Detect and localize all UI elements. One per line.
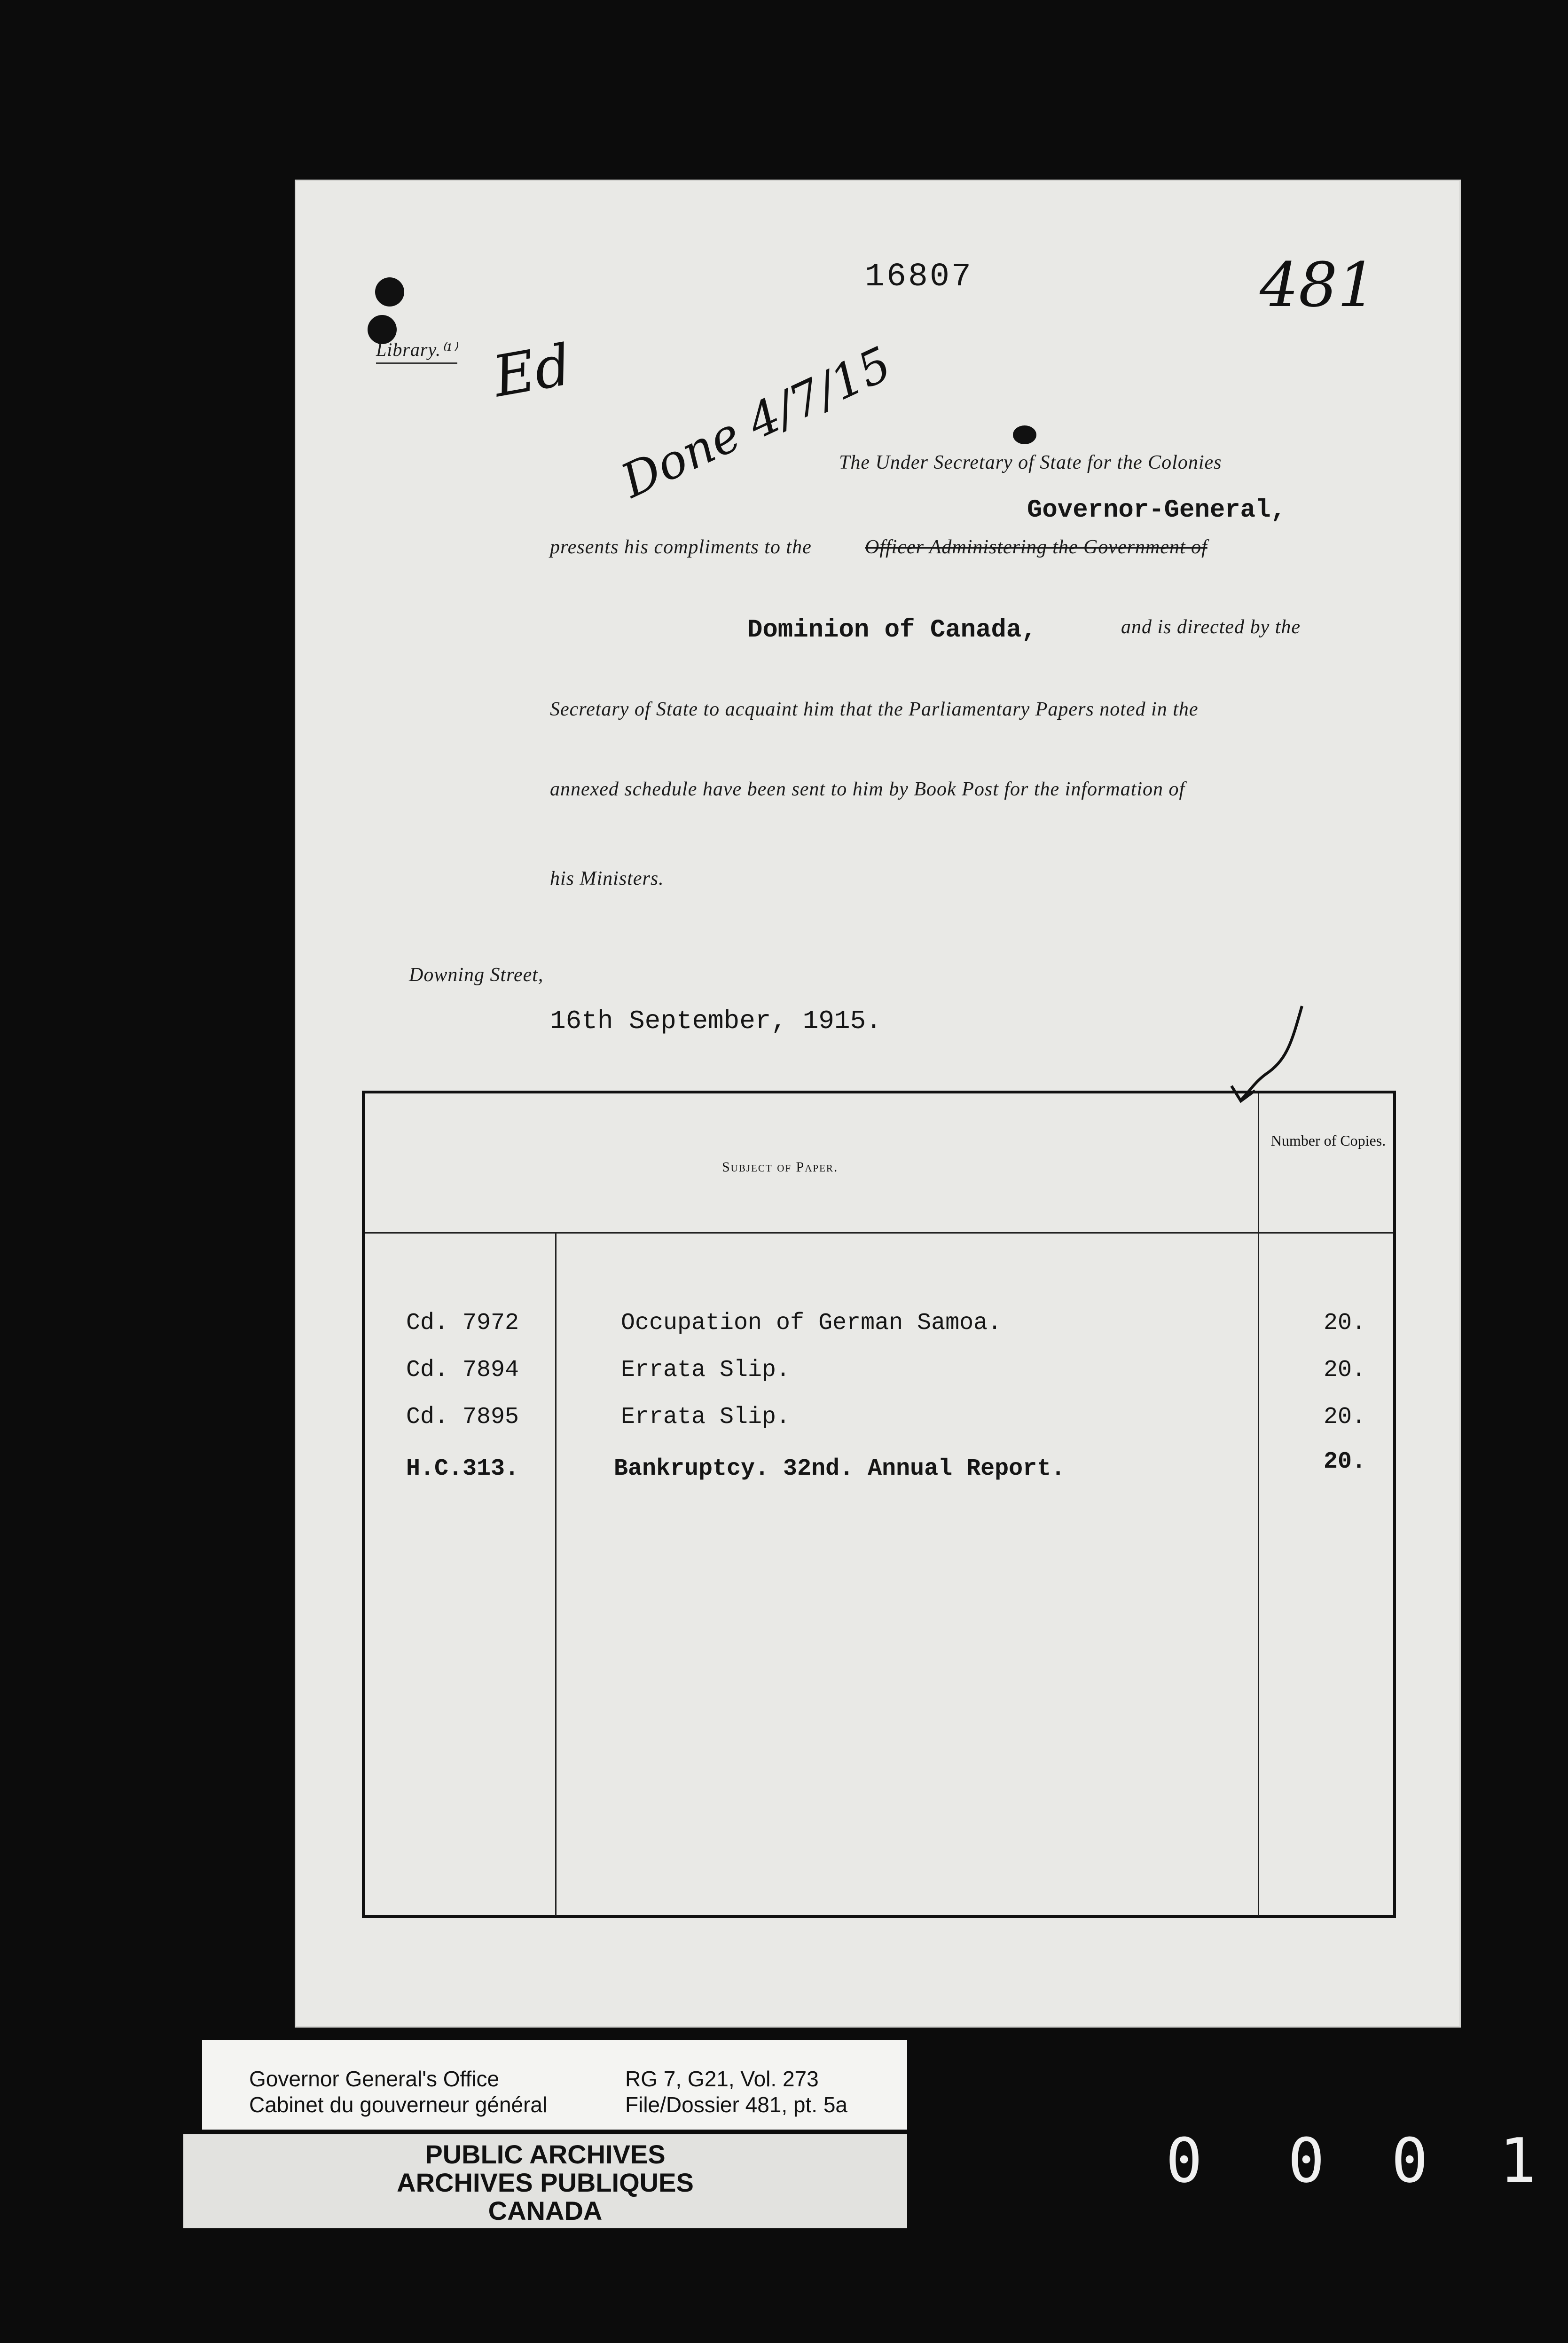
file-number-handwritten: 481 [1260,249,1377,321]
public-archives-stamp [183,2134,907,2228]
library-label: Library.⁽¹⁾ [376,338,457,364]
punch-hole-top [375,277,404,307]
table-row-4-ref: H.C.313. [406,1455,519,1482]
letter-line-2-prefix: presents his compliments to the [550,536,812,558]
table-row-2-ref: Cd. 7894 [406,1357,519,1384]
schedule-table [362,1091,1396,1918]
volume-reference: RG 7, G21, Vol. 273 [625,2067,819,2091]
letter-line-5: annexed schedule have been sent to him by Book Post for the information of [550,778,1185,800]
copies-column-divider [1258,1093,1259,1916]
stamp-line-3: CANADA [488,2196,603,2225]
office-name-french: Cabinet du gouverneur général [249,2092,548,2117]
letter-line-3-suffix: and is directed by the [1121,616,1301,638]
letter-date: 16th September, 1915. [550,1006,882,1036]
office-name-english: Governor General's Office [249,2067,500,2091]
copies-column-header-text: Number of Copies. [1270,1132,1386,1149]
letter-line-1: The Under Secretary of State for the Colonies [839,452,1222,473]
table-row-3-ref: Cd. 7895 [406,1404,519,1431]
margin-note-done: Done 4/7/15 [613,336,900,509]
stamp-line-2: ARCHIVES PUBLIQUES [397,2168,694,2197]
copies-column-header [1262,1131,1394,1150]
frame-counter-digit-2: 0 [1288,2125,1325,2196]
frame-counter-digit-3: 0 [1391,2125,1428,2196]
letter-line-2-struck: Officer Administering the Government of [865,536,1207,558]
frame-counter-digit-4: 1 [1499,2125,1537,2196]
ink-blot [1013,425,1036,444]
table-row-1-subject: Occupation of German Samoa. [621,1310,1002,1337]
table-row-1-ref: Cd. 7972 [406,1310,519,1337]
file-reference: File/Dossier 481, pt. 5a [625,2092,848,2117]
archive-reference-label [202,2040,907,2130]
table-row-4-subject: Bankruptcy. 32nd. Annual Report. [614,1455,1066,1482]
stamp-line-1: PUBLIC ARCHIVES [425,2139,666,2169]
table-row-2-copies: 20. [1324,1357,1366,1384]
handwritten-arrow-mark [1222,1001,1316,1105]
ref-column-divider [555,1232,557,1916]
frame-counter-digit-1: 0 [1166,2125,1203,2196]
table-row-3-copies: 20. [1324,1404,1366,1431]
table-row-3-subject: Errata Slip. [621,1404,791,1431]
reference-number: 16807 [865,259,973,296]
typed-recipient: Governor-General, [1027,496,1286,525]
table-row-4-copies: 20. [1324,1448,1366,1475]
header-divider [365,1232,1393,1234]
table-row-2-subject: Errata Slip. [621,1357,791,1384]
letter-line-4: Secretary of State to acquaint him that the Parliamentary Papers noted in the [550,699,1199,720]
subject-column-header: Subject of Paper. [722,1159,839,1175]
letter-place: Downing Street, [409,964,544,986]
margin-note-ed: Ed [488,332,576,410]
typed-dominion: Dominion of Canada, [747,616,1037,645]
letter-line-6: his Ministers. [550,868,664,889]
table-row-1-copies: 20. [1324,1310,1366,1337]
